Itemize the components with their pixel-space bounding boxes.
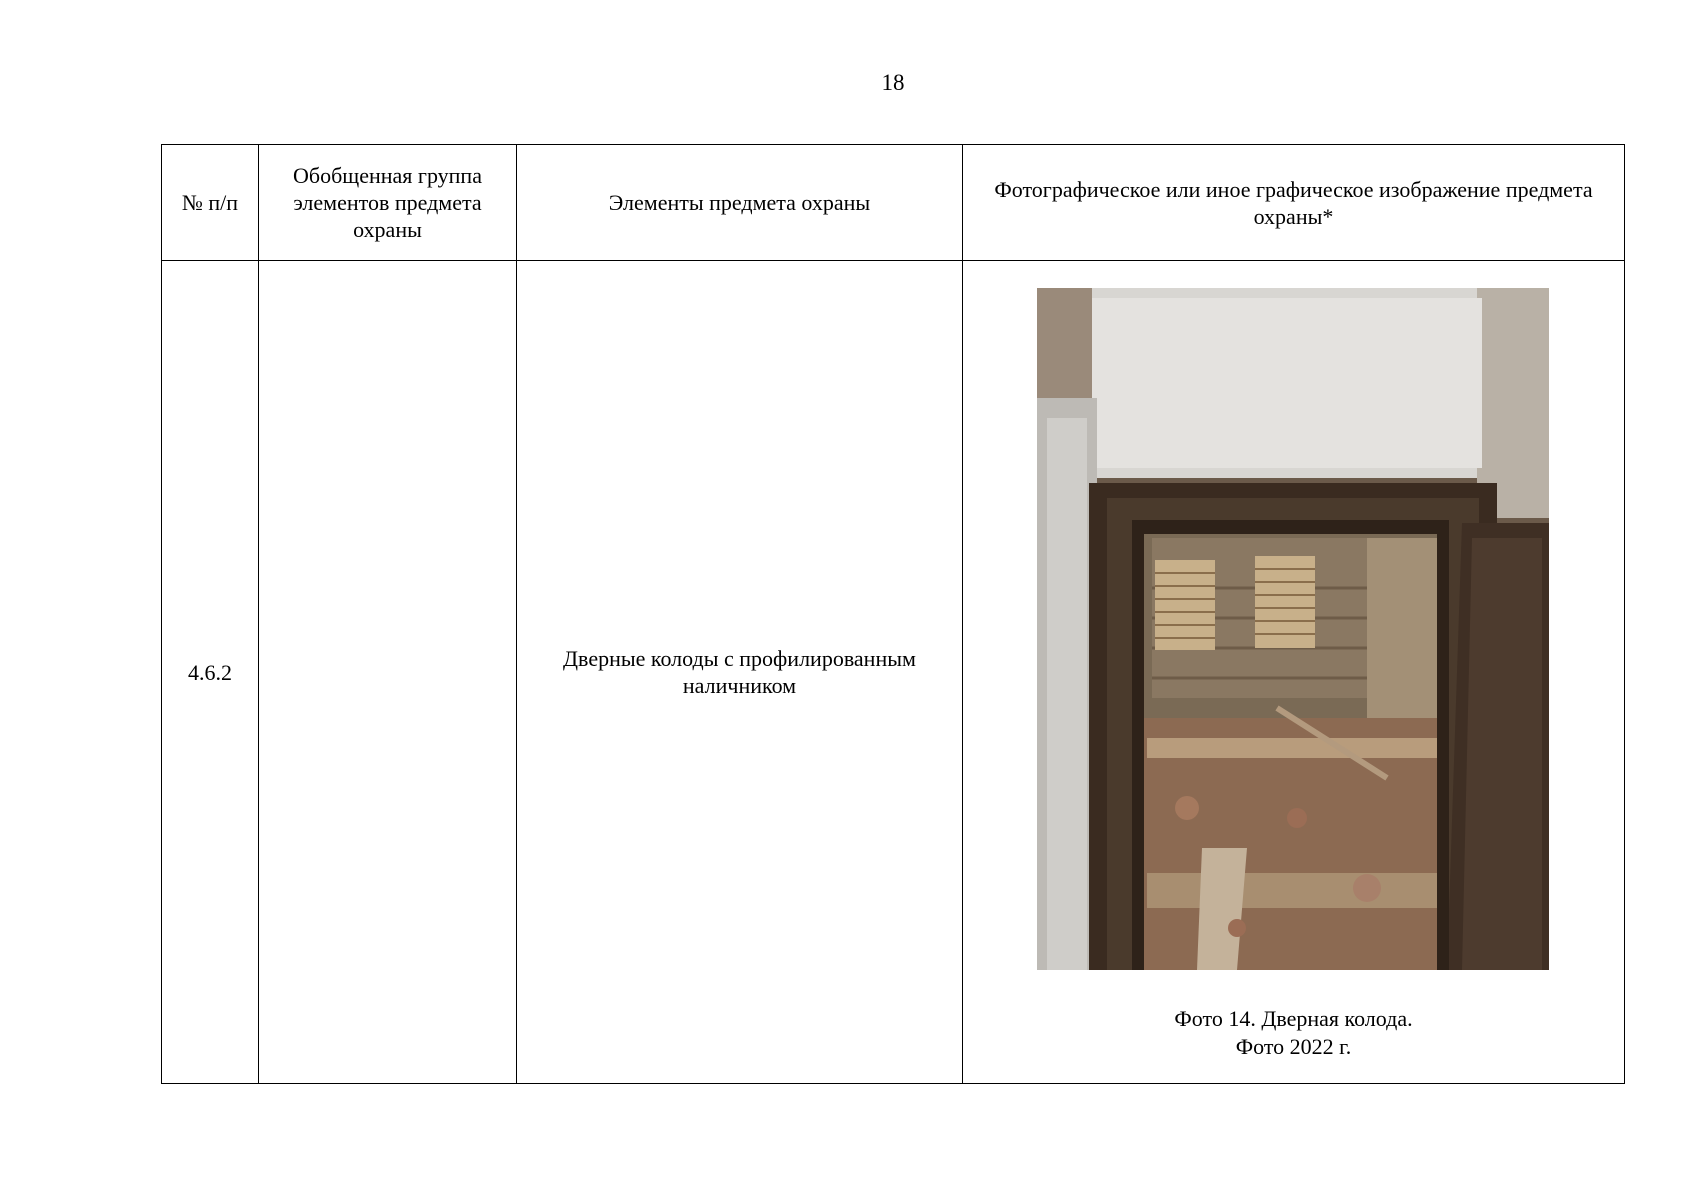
table-row bbox=[162, 261, 1625, 1084]
photo-caption bbox=[963, 1005, 1624, 1061]
row-photo-cell bbox=[963, 261, 1625, 1084]
protection-subject-table bbox=[161, 144, 1625, 1084]
door-frame-photo bbox=[1037, 288, 1549, 970]
row-group bbox=[259, 261, 517, 1084]
header-elements: Элементы предмета охраны bbox=[517, 145, 963, 261]
photo-caption-line-2: Фото 2022 г. bbox=[1235, 1034, 1352, 1059]
table-header-row bbox=[162, 145, 1625, 261]
page-number: 18 bbox=[881, 70, 905, 95]
header-group: Обобщенная группа элементов предмета охраны bbox=[259, 145, 517, 261]
row-elements: Дверные колоды с профилированным наличником bbox=[517, 261, 963, 1084]
row-number: 4.6.2 bbox=[162, 261, 259, 1084]
header-number: № п/п bbox=[162, 145, 259, 261]
photo-caption-line-1: Фото 14. Дверная колода. bbox=[1174, 1006, 1413, 1031]
header-photo: Фотографическое или иное графическое изображение предмета охраны* bbox=[963, 145, 1625, 261]
